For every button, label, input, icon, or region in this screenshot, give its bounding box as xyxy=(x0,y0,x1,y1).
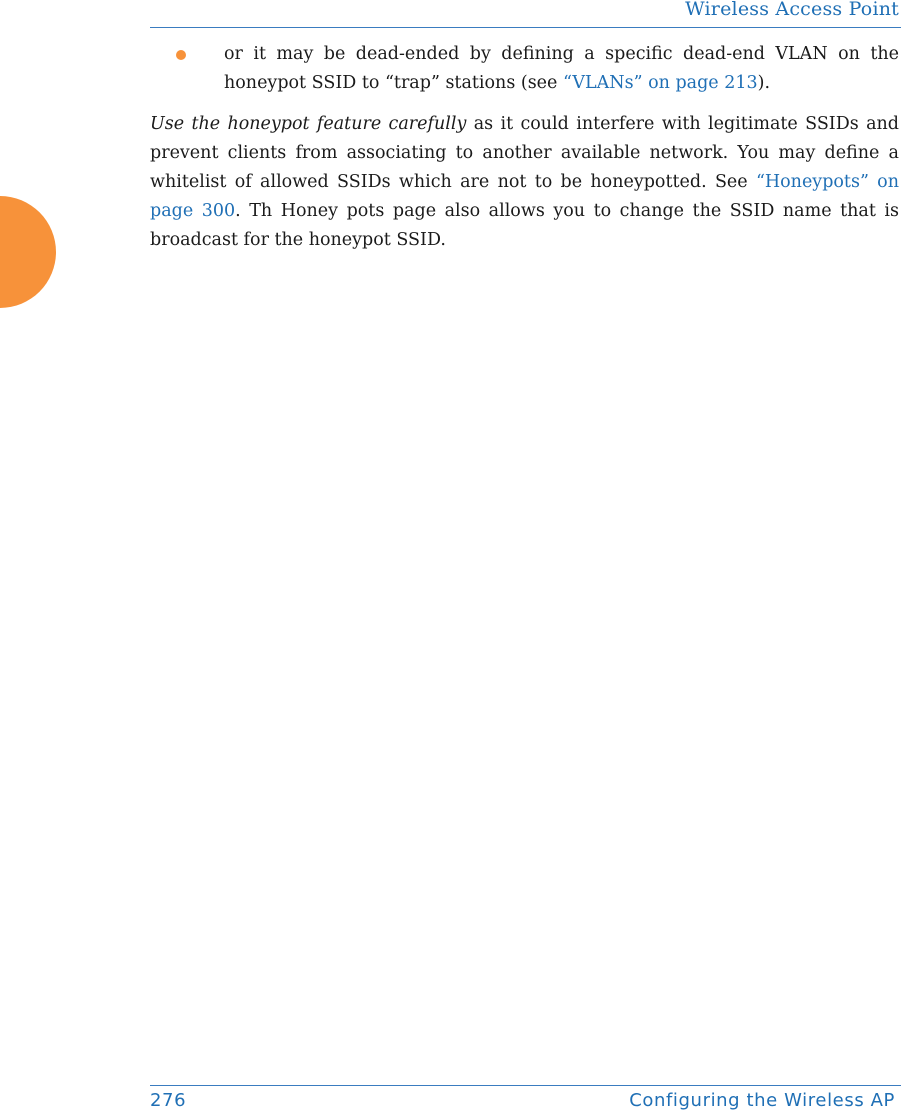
body-paragraph xyxy=(150,110,899,255)
honeypots-page-link[interactable]: “Honeypots” on page 300 xyxy=(150,172,899,221)
running-header-title: Wireless Access Point xyxy=(685,0,899,20)
page-body xyxy=(150,40,899,255)
vlans-page-link[interactable]: “VLANs” on page 213 xyxy=(562,73,758,93)
paragraph-emphasis: Use the honeypot feature carefully xyxy=(150,114,467,134)
footer-section-title: Configuring the Wireless AP xyxy=(629,1090,895,1111)
bullet-dot-icon xyxy=(176,50,186,60)
paragraph-text-end: . Th Honey pots page also allows you to change the SSID name that is broadcast for the honeypot SSID. xyxy=(150,201,899,250)
paragraph-text-start: as it could interfere with legitimate SSIDs and prevent clients from associating to another available network. You may define a whitelist of allowed SSIDs which are not to be honeypotted. See xyxy=(150,114,899,192)
chapter-tab-marker xyxy=(0,196,56,308)
bullet-text-end: ). xyxy=(757,73,771,93)
footer-rule xyxy=(150,1085,901,1086)
bullet-item xyxy=(150,40,899,98)
footer-page-number: 276 xyxy=(150,1090,187,1111)
bullet-text-start: or it may be dead-ended by defining a specific dead-end VLAN on the honeypot SSID to “trap” stations (see xyxy=(224,44,899,93)
header-rule xyxy=(150,27,901,28)
